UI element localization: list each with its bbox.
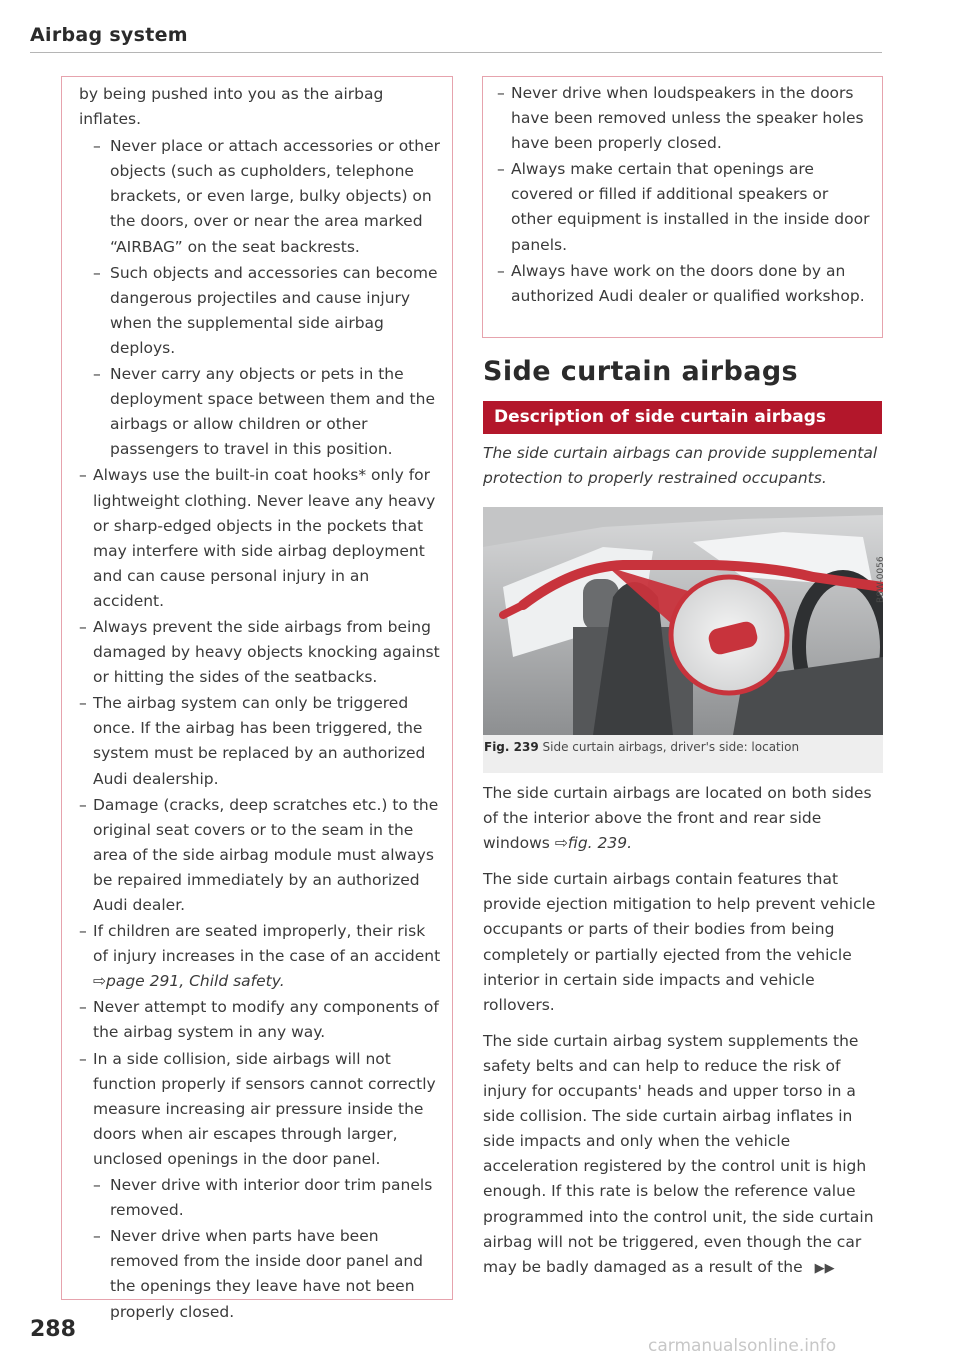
list-item-text: Always prevent the side airbags from being damaged by heavy objects knocking against or hitting the sides of the seatbacks. bbox=[93, 617, 440, 687]
list-item bbox=[79, 1173, 445, 1223]
list-item bbox=[79, 793, 445, 918]
list-item: – Always have work on the doors done by an authorized Audi dealer or qualified workshop. bbox=[497, 259, 872, 309]
list-item-text: Such objects and accessories can become dangerous projectiles and cause injury when the supplemental side airbag deploys. bbox=[110, 263, 438, 357]
section-header-title: Airbag system bbox=[30, 24, 188, 46]
list-item-text: Always use the built-in coat hooks* only for lightweight clothing. Never leave any heavy or sharp-edged objects in the pockets that may interfere with side airbag deployment and can cause personal injury in an accident. bbox=[93, 466, 436, 610]
continue-arrow-icon: ▶▶ bbox=[814, 1260, 835, 1276]
list-item bbox=[79, 615, 445, 690]
list-item bbox=[79, 134, 445, 259]
warning-list-right bbox=[497, 81, 872, 309]
warning-text-right bbox=[497, 81, 872, 310]
figure-caption-text: Side curtain airbags, driver's side: location bbox=[542, 740, 800, 754]
section-intro: The side curtain airbags can provide supplemental protection to properly restrained occupants. bbox=[483, 444, 878, 487]
car-interior-illustration bbox=[483, 507, 883, 735]
body-paragraph-text: The side curtain airbag system supplements the safety belts and can help to reduce the risk of injury for occupants' heads and upper torso in a side collision. The side curtain airbag inflates in side impacts and only when the vehicle acceleration registered by the control unit is high enough. If this rate is below the reference value programmed into the control unit, the side curtain airbag will not be triggered, even though the car may be badly damaged as a result of the bbox=[483, 1031, 874, 1276]
watermark: carmanualsonline.info bbox=[648, 1336, 837, 1356]
warning-list-left bbox=[79, 134, 445, 1324]
list-item-text: Never drive when parts have been removed from the inside door panel and the openings they leave have not been properly closed. bbox=[110, 1227, 423, 1321]
list-item: – Always make certain that openings are covered or filled if additional speakers or other equipment is installed in the inside door panels. bbox=[497, 157, 872, 257]
list-item-text: In a side collision, side airbags will not function properly if sensors cannot correctly measure increasing air pressure inside the doors when air escapes through larger, unclosed openings in the door panel. bbox=[93, 1049, 436, 1168]
section-heading: Side curtain airbags bbox=[483, 356, 799, 387]
figure-caption-label: Fig. 239 bbox=[484, 740, 539, 754]
list-item bbox=[79, 1047, 445, 1172]
list-item bbox=[79, 691, 445, 791]
warning-lead-text: by being pushed into you as the airbag inflates. bbox=[79, 85, 384, 129]
body-paragraph-text: The side curtain airbags are located on both sides of the interior above the front and rear side windows bbox=[483, 784, 872, 853]
list-item-text: The airbag system can only be triggered once. If the airbag has been triggered, the system must be replaced by an authorized Audi dealership. bbox=[93, 694, 426, 788]
body-paragraph bbox=[483, 781, 883, 856]
subsection-banner: Description of side curtain airbags bbox=[483, 401, 882, 434]
list-item bbox=[79, 261, 445, 361]
list-item bbox=[79, 362, 445, 462]
list-item-text: Damage (cracks, deep scratches etc.) to the original seat covers or to the seam in the area of the side airbag module must always be repaired immediately by an authorized Audi dealer. bbox=[93, 795, 439, 914]
list-item bbox=[79, 1224, 445, 1324]
list-item-text: Never carry any objects or pets in the deployment space between them and the airbags or allow children or other passengers to travel in this position. bbox=[110, 365, 435, 459]
list-item-text: Never drive with interior door trim panels removed. bbox=[110, 1176, 433, 1220]
body-paragraph bbox=[483, 1029, 883, 1281]
header-divider bbox=[30, 52, 882, 53]
figure-reference-link[interactable]: ⇨fig. 239. bbox=[554, 834, 633, 853]
list-item: – Never drive when loudspeakers in the doors have been removed unless the speaker holes have been properly closed. bbox=[497, 81, 872, 156]
page-number: 288 bbox=[30, 1317, 76, 1342]
list-item bbox=[79, 919, 445, 994]
figure-caption bbox=[484, 740, 799, 754]
page-reference-link[interactable]: ⇨page 291, Child safety. bbox=[93, 972, 285, 991]
warning-text-left bbox=[79, 82, 445, 1326]
list-item-text: Never place or attach accessories or other objects (such as cupholders, telephone brackets, or even large, bulky objects) on the doors, over or near the area marked “AIRBAG” on the seat backrests. bbox=[110, 137, 440, 256]
body-paragraph: The side curtain airbags contain features that provide ejection mitigation to help prevent vehicle occupants or parts of their bodies from being completely or partially ejected from the vehicle interior in certain side impacts and vehicle rollovers. bbox=[483, 870, 876, 1014]
list-item bbox=[79, 463, 445, 614]
list-item bbox=[79, 995, 445, 1045]
figure-image bbox=[483, 507, 883, 773]
list-item-text: Never attempt to modify any components of the airbag system in any way. bbox=[93, 998, 439, 1042]
body-text bbox=[483, 781, 883, 1292]
figure-code: B8W-0056 bbox=[876, 556, 886, 603]
list-item-text: If children are seated improperly, their risk of injury increases in the case of an accident bbox=[93, 922, 441, 966]
